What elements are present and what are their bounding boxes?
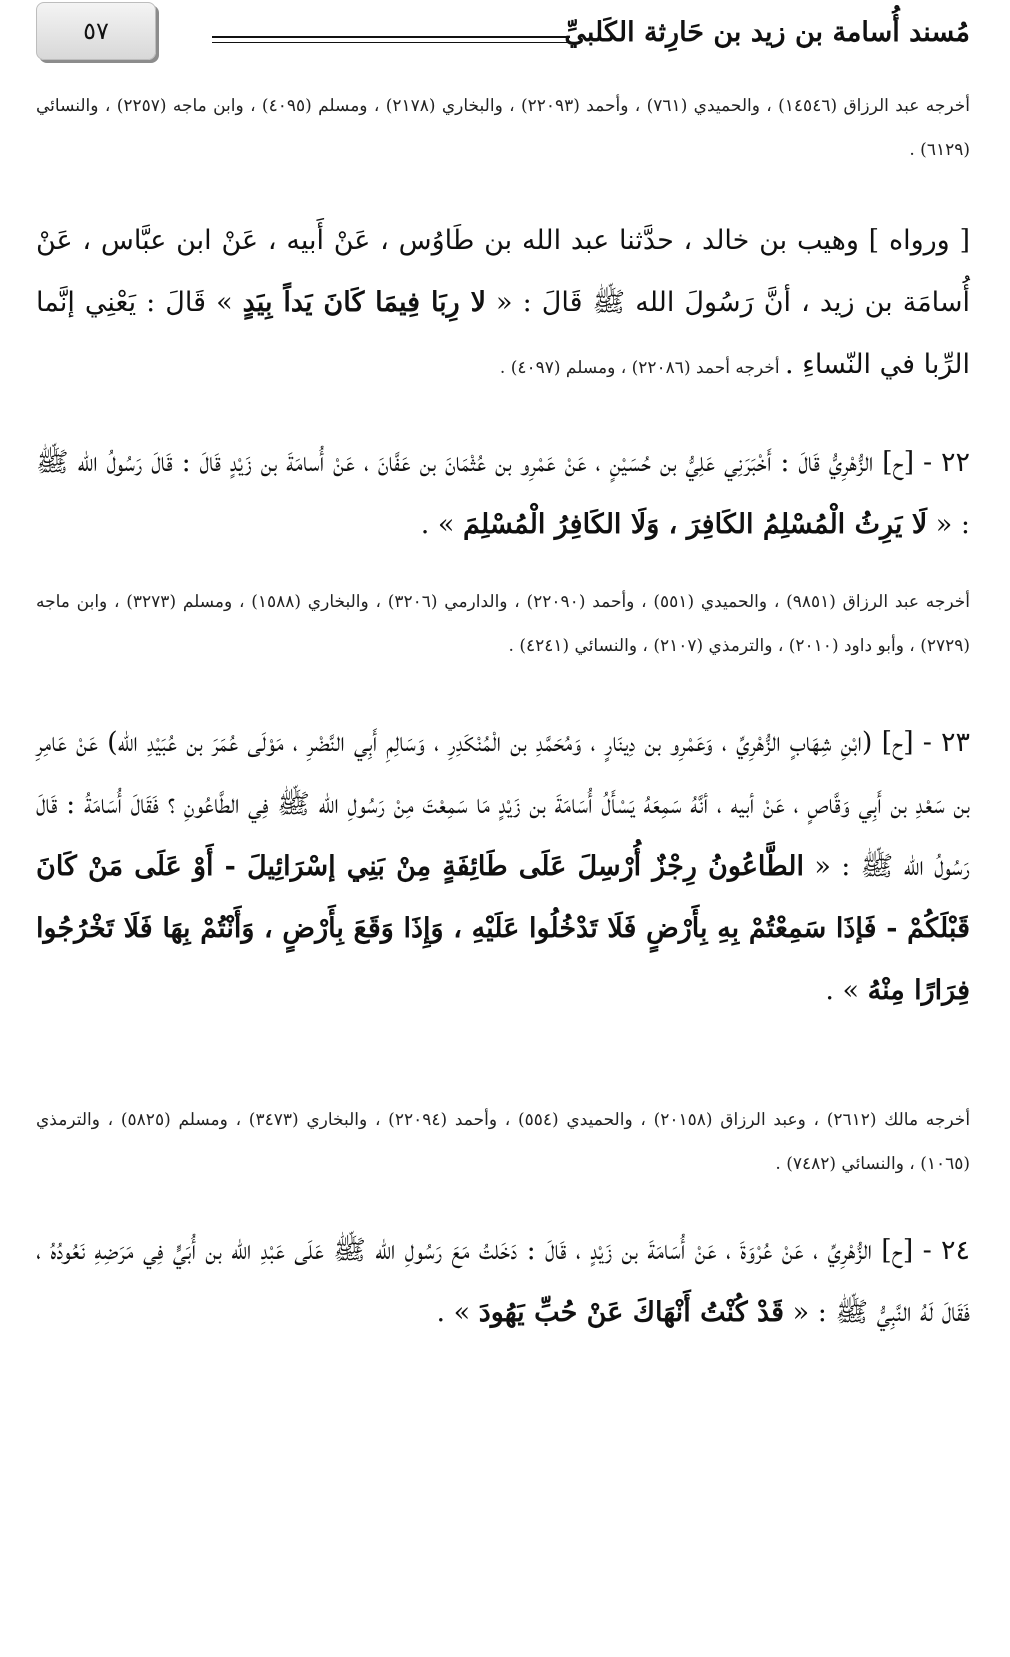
narration-chain: ٢٢ - [ح] الزُّهْرِيُّ قَالَ : أَخْبَرَنِي عَلِيُّ بن حُسَيْنٍ ، عَنْ عَمْرِو بن عُثْمَانَ بن عَفَّانَ ، عَنْ أُسامَةَ بن زَيْدٍ قَالَ : قَالَ رَسُولُ الله ﷺ : «	[36, 447, 970, 540]
reference-23	[36, 1098, 970, 1190]
narration-chain: ٢٣ - [ح] (ابْنِ شِهَابٍ الزُّهْرِيِّ ، وَعَمْرِو بن دِينَارٍ ، وَمُحَمَّدِ بن الْمُنْكَدِرِ ، وَسَالِمِ أَبِي النَّضْرِ ، مَوْلَى عُمَرَ بن عُبَيْدِ الله) عَنْ عَامِرِ بن سَعْدِ بن أَبِي وَقَّاصٍ ، عَنْ أبيه ، أنَّهُ سَمِعَهُ يَسْأَلُ أُسَامَةَ بن زَيْدٍ مَا سَمِعْتَ مِنْ رَسُولِ الله ﷺ فِي الطَّاعُونِ ؟ فَقَالَ أُسَامَةُ : قَالَ رَسُولُ الله ﷺ : «	[36, 727, 970, 882]
narration-wuhayb	[36, 210, 970, 406]
hadith-text: لَا يَرِثُ الْمُسْلِمُ الكَافِرَ ، وَلَا الكَافِرُ الْمُسْلِمَ	[463, 509, 928, 540]
hadith-24	[36, 1220, 970, 1416]
narration-chain: ٢٤ - [ح] الزُّهْرِيِّ ، عَنْ عُرْوَةَ ، عَنْ أُسَامَةَ بن زَيْدٍ ، قَالَ : دَخَلتُ مَعَ رَسُولِ الله ﷺ عَلَى عَبْدِ الله بن أُبَيٍّ فِي مَرَضِهِ نَعُودُهُ ، فَقَالَ لَهُ النَّبِيُّ ﷺ : «	[36, 1235, 970, 1328]
hadith-23	[36, 712, 970, 1092]
header-rule	[212, 36, 570, 38]
reference-22	[36, 580, 970, 672]
narration-tail: » .	[436, 1297, 479, 1328]
reference-text: أخرجه عبد الرزاق (١٤٥٤٦) ، والحميدي (٧٦١) ، وأحمد (٢٢٠٩٣) ، والبخاري (٢١٧٨) ، ومسلم (٤٠٩٥) ، وابن ماجه (٢٢٥٧) ، والنسائي (٦١٢٩) .	[36, 96, 970, 160]
narration-chain: [ ورواه ] وهيب بن خالد ، حدَّثنا عبد الله بن طَاوُس ، عَنْ أَبيه ، عَنْ ابن عبَّاس ، عَنْ أُسامَة بن زيد ، أنَّ رَسُولَ الله ﷺ قَالَ : «	[36, 225, 971, 318]
reference-text: أخرجه مالك (٢٦١٢) ، وعبد الرزاق (٢٠١٥٨) ، والحميدي (٥٥٤) ، وأحمد (٢٢٠٩٤) ، والبخاري (٣٤٧٣) ، ومسلم (٥٨٢٥) ، والترمذي (١٠٦٥) ، والنسائي (٧٤٨٢) .	[36, 1110, 971, 1174]
page-header	[36, 2, 970, 64]
hadith-text: الطَّاعُونُ رِجْزٌ أُرْسِلَ عَلَى طَائِفَةٍ مِنْ بَنِي إسْرَائِيلَ - أَوْ عَلَى مَنْ كَانَ قَبْلَكُمْ - فَإذَا سَمِعْتُمْ بِهِ بِأَرْضٍ فَلَا تَدْخُلُوا عَلَيْهِ ، وَإِذَا وَقَعَ بِأَرْضٍ ، وَأَنْتُمْ بِهَا فَلَا تَخْرُجُوا فِرَارًا مِنْهُ	[36, 851, 970, 1006]
page-number: ٥٧	[83, 17, 109, 45]
reference-intro	[36, 84, 970, 180]
header-rule-thin	[212, 42, 570, 43]
header-title: مُسند أُسامة بن زيد بن حَارِثة الكَلبيِّ	[564, 17, 970, 48]
hadith-text: قَدْ كُنْتُ أَنْهَاكَ عَنْ حُبِّ يَهُودَ	[478, 1297, 785, 1328]
narration-tail: » قَالَ : يَعْنِي إنَّما الرِّبا في النّساءِ .	[36, 287, 970, 380]
page-number-badge	[36, 2, 156, 60]
narration-tail: » .	[420, 509, 464, 540]
inline-reference: أخرجه أحمد (٢٢٠٨٦) ، ومسلم (٤٠٩٧) .	[499, 358, 785, 378]
hadith-22	[36, 432, 970, 562]
reference-text: أخرجه عبد الرزاق (٩٨٥١) ، والحميدي (٥٥١) ، وأحمد (٢٢٠٩٠) ، والدارمي (٣٢٠٦) ، والبخاري (١٥٨٨) ، ومسلم (٣٢٧٣) ، وابن ماجه (٢٧٢٩) ، وأبو داود (٢٠١٠) ، والترمذي (٢١٠٧) ، والنسائي (٤٢٤١) .	[36, 592, 970, 656]
narration-tail: » .	[825, 975, 868, 1006]
hadith-text: لا رِبَا فِيمَا كَانَ يَداً بِيَدٍ	[242, 287, 486, 318]
